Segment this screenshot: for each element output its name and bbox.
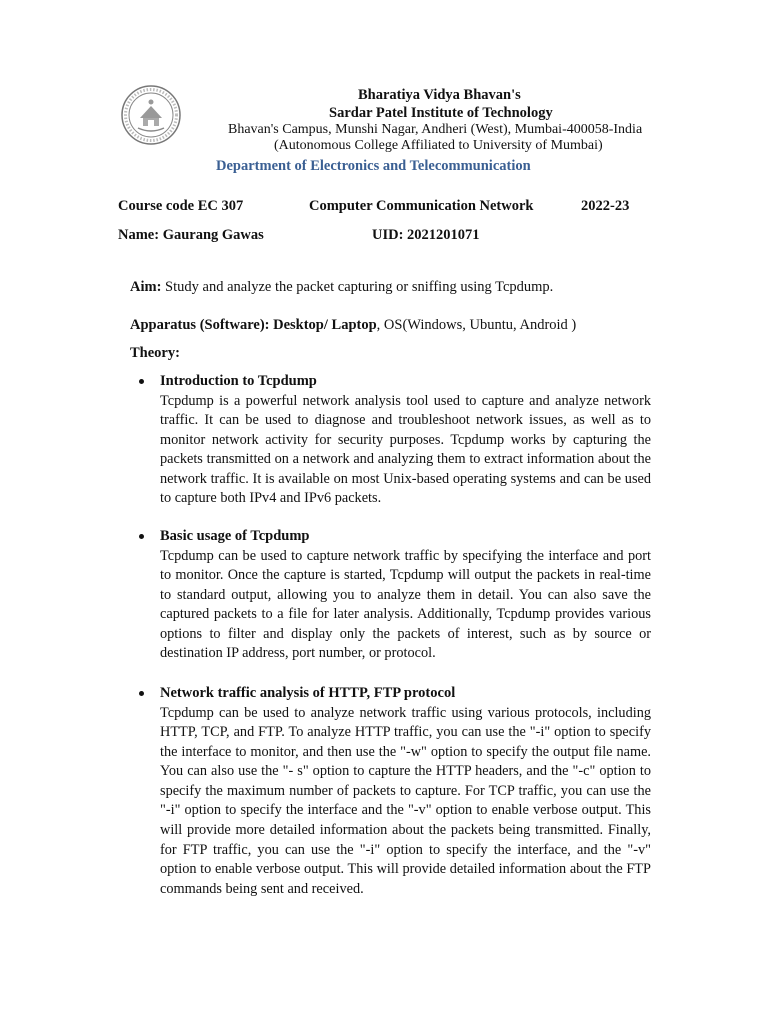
course-code: Course code EC 307 xyxy=(118,198,244,214)
institute-seal-icon xyxy=(120,84,182,146)
course-year: 2022-23 xyxy=(581,198,630,214)
department-title: Department of Electronics and Telecommunication xyxy=(216,158,531,174)
bullet-icon xyxy=(139,534,144,539)
college-affiliation: (Autonomous College Affiliated to University of Mumbai) xyxy=(274,138,603,153)
aim-text: Study and analyze the packet capturing or sniffing using Tcpdump. xyxy=(161,279,554,295)
theory-section-intro xyxy=(160,372,651,509)
section-title: Basic usage of Tcpdump xyxy=(160,528,310,544)
bullet-icon xyxy=(139,379,144,384)
theory-section-basic-usage xyxy=(160,527,651,664)
student-name: Name: Gaurang Gawas xyxy=(118,227,264,243)
college-address: Bhavan's Campus, Munshi Nagar, Andheri (West), Mumbai-400058-India xyxy=(228,122,643,137)
section-body: Tcpdump can be used to analyze network traffic using various protocols, including HTTP, TCP, and FTP. To analyze HTTP traffic, you can use the "-i" option to specify the interface to monitor, and then use the "-w" option to specify the output file name. You can also use the "- s" option to capture the HTTP headers, and the "-c" option to specify the maximum number of packets to capture. For TCP traffic, you can use the "-i" option to specify the interface and the "-v" option to enable verbose output. This will provide more detailed information about the packets being transmitted. Finally, for FTP traffic, you can use the "-i" option to specify the interface, and the "-v" option to enable verbose output. This will provide detailed information about the FTP commands being sent and received. xyxy=(160,704,651,897)
section-title: Network traffic analysis of HTTP, FTP protocol xyxy=(160,685,456,701)
aim-label: Aim: xyxy=(130,279,162,295)
section-body: Tcpdump is a powerful network analysis tool used to capture and analyze network traffic. It can be used to diagnose and troubleshoot network issues, as well as to monitor network activity for security purposes. Tcpdump works by capturing the packets transmitted on a network and analyzing them to extract information about the network traffic. It is available on most Unix-based operating systems and can be used to capture both IPv4 and IPv6 packets. xyxy=(160,392,651,507)
section-body: Tcpdump can be used to capture network traffic by specifying the interface and port to monitor. Once the capture is started, Tcpdump will output the packets in real-time to standard output, allowing you to analyze them in detail. You can also save the captured packets to a file for later analysis. Additionally, Tcpdump provides various options to filter and display only the packets of interest, such as by source or destination IP address, port number, or protocol. xyxy=(160,547,651,662)
college-name: Sardar Patel Institute of Technology xyxy=(329,105,553,121)
student-uid: UID: 2021201071 xyxy=(372,227,480,243)
institution-name: Bharatiya Vidya Bhavan's xyxy=(358,87,521,103)
course-title: Computer Communication Network xyxy=(309,198,534,214)
theory-section-traffic-analysis xyxy=(160,684,651,899)
theory-heading: Theory: xyxy=(130,345,180,361)
apparatus-line xyxy=(130,317,576,334)
section-title: Introduction to Tcpdump xyxy=(160,373,317,389)
apparatus-text: , OS(Windows, Ubuntu, Android ) xyxy=(376,317,577,333)
bullet-icon xyxy=(139,691,144,696)
aim-line xyxy=(130,279,553,296)
apparatus-label: Apparatus (Software): Desktop/ Laptop xyxy=(130,317,377,333)
